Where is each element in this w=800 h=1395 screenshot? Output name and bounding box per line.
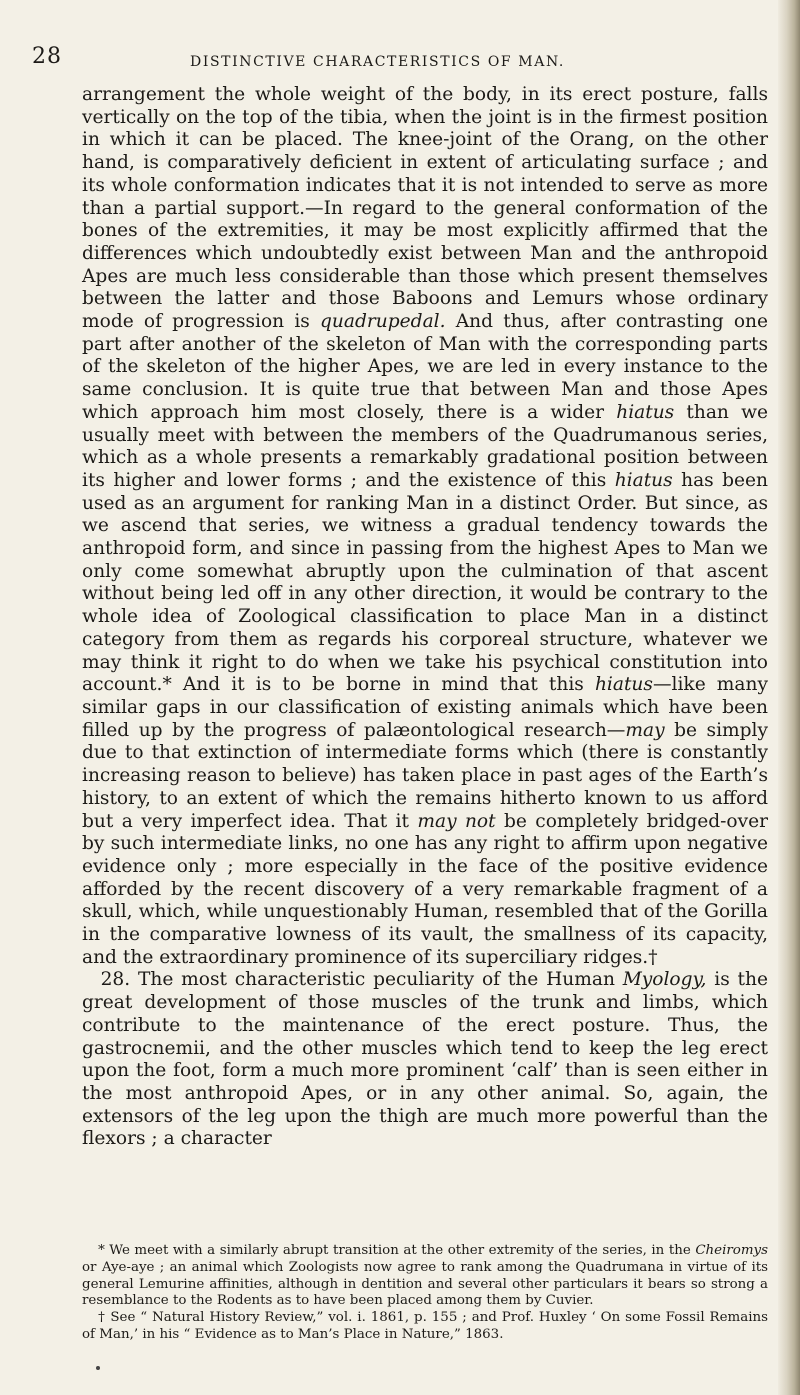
footnote-dagger — [82, 1310, 768, 1344]
text-run: than we usually meet with between the members of the Quadrumanous series, which as a whole presents a remarkably gradational position between its higher and lower forms ; and the existence of this — [82, 401, 768, 491]
print-speck — [96, 1366, 100, 1370]
italic-run: may — [625, 719, 665, 741]
running-title: DISTINCTIVE CHARACTERISTICS OF MAN. — [190, 54, 565, 70]
italic-run: Myology, — [622, 969, 707, 991]
italic-run: Cheiromys — [695, 1243, 768, 1258]
text-run: † See “ Natural History Review,” vol. i. 1861, p. 155 ; and Prof. Huxley ‘ On some Fossil Remains of Man,’ in his “ Evidence as to Man’s Place in Nature,” 1863. — [82, 1310, 768, 1342]
text-run: has been used as an argument for ranking Man in a distinct Order. But since, as we ascend that series, we witness a gradual tendency towards the anthropoid form, and since in passing from the highest Apes to Man we only come somewhat abruptly upon the culmination of that ascent without being led off in any other direction, it would be contrary to the whole idea of Zoological classification to place Man in a distinct category from them as regards his corporeal structure, whatever we may think it right to do when we take his psychical constitution into account.* And it is to be borne in mind that this — [82, 469, 768, 696]
italic-run: hiatus — [616, 401, 675, 423]
italic-run: hiatus — [614, 469, 673, 491]
page-edge-shadow — [778, 0, 800, 1395]
text-run: or Aye-aye ; an animal which Zoologists now agree to rank among the Quadrumana in virtue of its general Lemurine affinities, although in dentition and several other particulars it bears so strong a resemblance to the Rodents as to have been placed among them by Cuvier. — [82, 1259, 768, 1309]
italic-run: may not — [417, 810, 496, 832]
text-run: be simply due to that extinction of intermediate forms which (there is constantly increasing reason to believe) has taken place in past ages of the Earth’s history, to an extent of which the remains hitherto known to us afford but a very imperfect idea. That it — [82, 719, 769, 832]
text-run: 28. The most characteristic peculiarity of the Human — [100, 969, 623, 991]
footnotes — [82, 1243, 768, 1344]
paragraph-28 — [82, 969, 768, 1151]
text-run: be completely bridged-over by such intermediate links, no one has any right to affirm upon negative evidence only ; more especially in the face of the positive evidence afforded by the recent discovery of a very remarkable fragment of a skull, which, while unquestionably Human, resembled that of the Gorilla in the comparative lowness of its vault, the smallness of its capacity, and the extraordinary prominence of its superciliary ridges.† — [82, 810, 768, 968]
text-run: arrangement the whole weight of the body, in its erect posture, falls vertically on the top of the tibia, when the joint is in the firmest position in which it can be placed. The knee-joint of the Orang, on the other hand, is comparatively deficient in extent of articulating surface ; and its whole conformation indicates that it is not intended to serve as more than a partial support.—In regard to the general conformation of the bones of the extremities, it may be most explicitly affirmed that the differences which undoubtedly exist between Man and the anthropoid Apes are much less considerable than those which present themselves between the latter and those Baboons and Lemurs whose ordinary mode of progression is — [82, 84, 768, 333]
italic-run: quadrupedal. — [320, 311, 446, 333]
text-run: And thus, after contrasting one part after another of the skeleton of Man with the corresponding parts of the skeleton of the higher Apes, we are led in every instance to the same conclusion. It is quite true that between Man and those Apes which approach him most closely, there is a wider — [82, 311, 769, 423]
text-run: —like many similar gaps in our classification of existing animals which have been filled up by the progress of palæontological research— — [82, 674, 768, 741]
main-text — [82, 84, 768, 1151]
page-number: 28 — [32, 44, 62, 69]
text-run: is the great development of those muscles of the trunk and limbs, which contribute to the maintenance of the erect posture. Thus, the gastrocnemii, and the other muscles which tend to keep the leg erect upon the foot, form a much more prominent ‘calf’ than is seen either in the most anthropoid Apes, or in any other animal. So, again, the extensors of the leg upon the thigh are much more powerful than the flexors ; a character — [82, 969, 768, 1150]
text-run: * We meet with a similarly abrupt transition at the other extremity of the series, in the — [98, 1243, 696, 1258]
footnote-asterisk — [82, 1243, 768, 1310]
paragraph-continued — [82, 84, 768, 969]
italic-run: hiatus — [594, 674, 653, 696]
